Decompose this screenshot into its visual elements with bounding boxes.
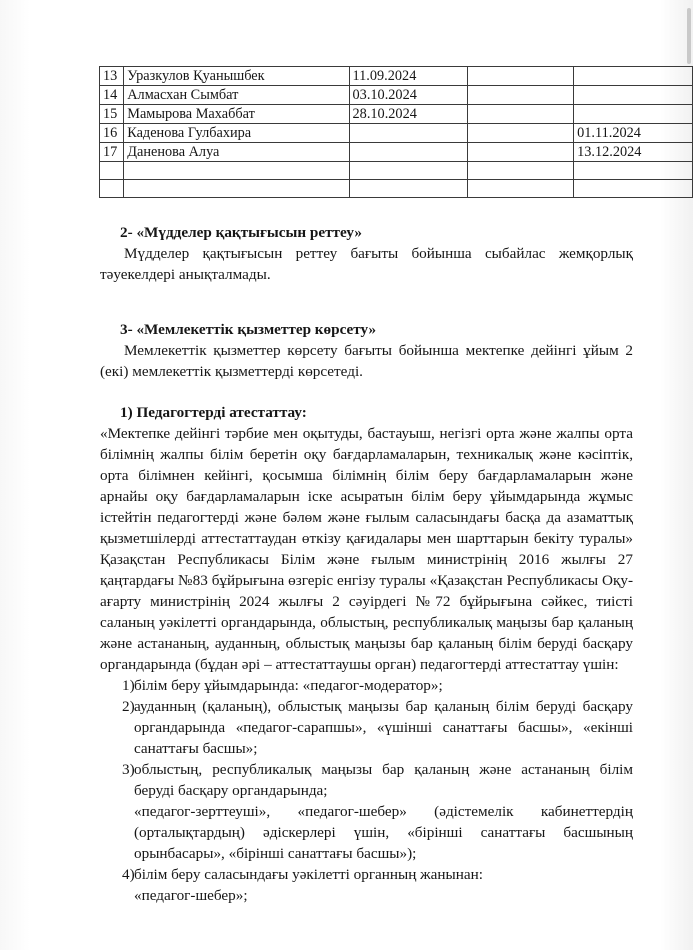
staff-name xyxy=(124,180,349,198)
staff-name: Каденова Гулбахира xyxy=(124,124,349,143)
date-cell xyxy=(574,180,693,198)
list-item-text: облыстың, республикалық маңызы бар қаланың және астананың білім беруді басқару органдарында; xyxy=(134,761,633,799)
row-number: 16 xyxy=(100,124,124,143)
attestation-table xyxy=(99,66,693,198)
staff-name: Уразкулов Қуанышбек xyxy=(124,67,349,86)
date-cell xyxy=(468,180,574,198)
date-cell xyxy=(468,67,574,86)
table-row xyxy=(100,105,693,124)
date-cell xyxy=(574,67,693,86)
date-cell xyxy=(468,143,574,162)
list-item xyxy=(100,864,633,885)
date-cell xyxy=(349,124,468,143)
date-cell: 11.09.2024 xyxy=(349,67,468,86)
staff-name xyxy=(124,162,349,180)
date-cell xyxy=(349,180,468,198)
staff-name: Даненова Алуа xyxy=(124,143,349,162)
scrollbar[interactable] xyxy=(687,8,691,64)
section-3 xyxy=(100,319,633,382)
subsection-1 xyxy=(100,402,633,906)
date-cell: 28.10.2024 xyxy=(349,105,468,124)
list-item xyxy=(100,675,633,696)
table-row xyxy=(100,86,693,105)
row-number xyxy=(100,162,124,180)
list-item-text: білім беру ұйымдарында: «педагог-модератор»; xyxy=(134,677,443,694)
staff-name: Мамырова Махаббат xyxy=(124,105,349,124)
list-item-continuation: «педагог-шебер»; xyxy=(134,887,248,904)
list-item-text: білім беру саласындағы уәкілетті органның жанынан: xyxy=(134,866,483,883)
list-item-number: 1) xyxy=(122,677,135,694)
table-row xyxy=(100,124,693,143)
list-item-number: 4) xyxy=(122,866,135,883)
list-item xyxy=(100,759,633,801)
date-cell xyxy=(349,162,468,180)
row-number: 15 xyxy=(100,105,124,124)
date-cell: 13.12.2024 xyxy=(574,143,693,162)
date-cell xyxy=(468,124,574,143)
row-number: 14 xyxy=(100,86,124,105)
table-row xyxy=(100,143,693,162)
table-row xyxy=(100,162,693,180)
row-number: 13 xyxy=(100,67,124,86)
date-cell xyxy=(574,86,693,105)
section-2-body: Мүдделер қақтығысын реттеу бағыты бойынша сыбайлас жемқорлық тәуекелдері анықталмады. xyxy=(100,245,633,283)
table-row xyxy=(100,180,693,198)
date-cell xyxy=(574,162,693,180)
section-3-body: Мемлекеттік қызметтер көрсету бағыты бойынша мектепке дейінгі ұйым 2 (екі) мемлекеттік қызметтерді көрсетеді. xyxy=(100,342,633,380)
section-2-heading: 2- «Мүдделер қақтығысын реттеу» xyxy=(120,224,362,241)
date-cell xyxy=(468,162,574,180)
date-cell: 03.10.2024 xyxy=(349,86,468,105)
row-number xyxy=(100,180,124,198)
date-cell xyxy=(574,105,693,124)
list-item-number: 3) xyxy=(122,761,135,778)
staff-name: Алмасхан Сымбат xyxy=(124,86,349,105)
list-item xyxy=(100,696,633,759)
date-cell xyxy=(468,86,574,105)
section-2 xyxy=(100,222,633,285)
list-item-text: ауданның (қаланың), облыстық маңызы бар қаланың білім беруді басқару органдарында «педагог-сарапшы», «үшінші санаттағы басшы», «екінші санаттағы басшы»; xyxy=(134,698,633,757)
subsection-1-heading: 1) Педагогтерді атестаттау: xyxy=(120,404,307,421)
section-3-heading: 3- «Мемлекеттік қызметтер көрсету» xyxy=(120,321,377,338)
table-row xyxy=(100,67,693,86)
date-cell: 01.11.2024 xyxy=(574,124,693,143)
date-cell xyxy=(468,105,574,124)
row-number: 17 xyxy=(100,143,124,162)
date-cell xyxy=(349,143,468,162)
subsection-1-body: «Мектепке дейінгі тәрбие мен оқытуды, бастауыш, негізгі орта және жалпы орта білімнің жалпы білім беретін оқу бағдарламаларын, техникалық және кәсіптік, орта білімнен кейінгі, қосымша білімнің білім беру бағдарламаларын және арнайы оқу бағдарламаларын іске асыратын білім беру ұйымдарында жұмыс істейтін педагогтерді және бәлөм және ғылым саласындағы басқа да азаматтық қызметшілерді аттестаттаудан өткізу қағидалары мен шарттарын бекіту туралы» Қазақстан Республикасы Білім және ғылым министрінің 2016 жылғы 27 қаңтардағы №83 бұйрығына өзгеріс енгізу туралы «Қазақстан Республикасы Оқу-ағарту министрінің 2024 жылғы 2 сәуірдегі №72 бұйрығына сәйкес, тиісті саланың уәкілетті органдарында, облыстың, республикалық маңызы бар қаланың және астананың, ауданның, облыстық маңызы бар қаланың білім беруді басқару органдарында (бұдан әрі – аттестаттаушы орган) педагогтерді аттестаттау үшін: xyxy=(100,425,633,673)
list-item-continuation: «педагог-зерттеуші», «педагог-шебер» (әдістемелік кабинеттердің (орталықтардың) әдіскерлері үшін, «бірінші санаттағы басшының орынбасары», «бірінші санаттағы басшы»); xyxy=(134,803,633,862)
list-item-number: 2) xyxy=(122,698,135,715)
